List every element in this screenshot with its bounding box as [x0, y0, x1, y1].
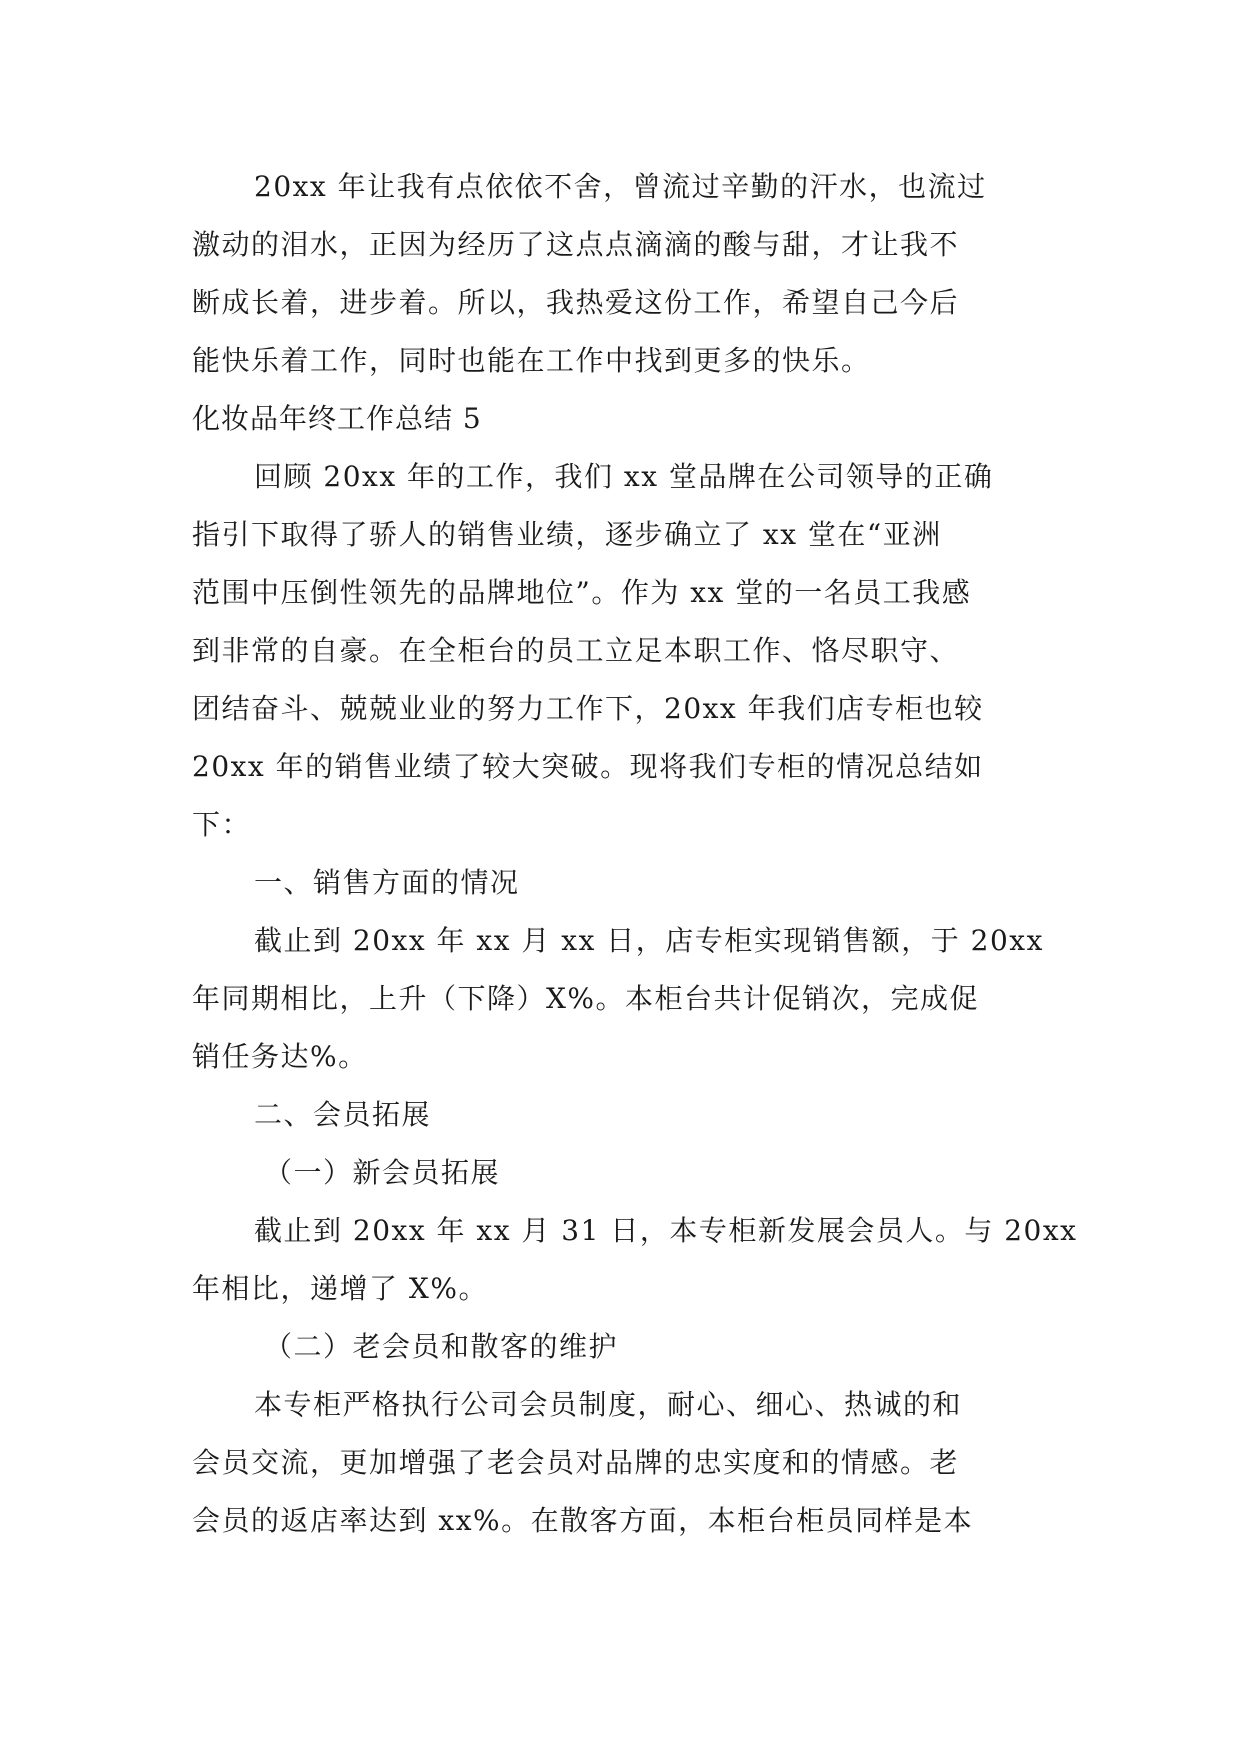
paragraph-line: 截止到 20xx 年 xx 月 xx 日，店专柜实现销售额，于 20xx	[254, 924, 1044, 957]
paragraph-line: 范围中压倒性领先的品牌地位”。作为 xx 堂的一名员工我感	[192, 576, 972, 609]
paragraph-line: 断成长着，进步着。所以，我热爱这份工作，希望自己今后	[192, 286, 960, 319]
paragraph-line: 本专柜严格执行公司会员制度，耐心、细心、热诚的和	[254, 1388, 963, 1421]
sub-subsection-heading: （一）新会员拓展	[264, 1156, 501, 1189]
section-title: 化妆品年终工作总结 5	[192, 402, 482, 435]
paragraph-line: 团结奋斗、兢兢业业的努力工作下，20xx 年我们店专柜也较	[192, 692, 984, 725]
paragraph-line: 截止到 20xx 年 xx 月 31 日，本专柜新发展会员人。与 20xx	[254, 1214, 1078, 1247]
paragraph-line: 会员交流，更加增强了老会员对品牌的忠实度和的情感。老	[192, 1446, 960, 1479]
paragraph-line: 年同期相比，上升（下降）X%。本柜台共计促销次，完成促	[192, 982, 980, 1015]
paragraph-line: 20xx 年让我有点依依不舍，曾流过辛勤的汗水，也流过	[254, 170, 987, 203]
subsection-heading: 二、会员拓展	[254, 1098, 432, 1131]
paragraph-line: 下：	[192, 808, 252, 841]
subsection-heading: 一、销售方面的情况	[254, 866, 520, 899]
paragraph-line: 年相比，递增了 X%。	[192, 1272, 488, 1305]
paragraph-line: 到非常的自豪。在全柜台的员工立足本职工作、恪尽职守、	[192, 634, 960, 667]
paragraph-line: 能快乐着工作，同时也能在工作中找到更多的快乐。	[192, 344, 871, 377]
document-body	[192, 158, 1078, 1550]
paragraph-line: 指引下取得了骄人的销售业绩，逐步确立了 xx 堂在“亚洲	[192, 518, 942, 551]
paragraph-line: 回顾 20xx 年的工作，我们 xx 堂品牌在公司领导的正确	[254, 460, 994, 493]
paragraph-line: 会员的返店率达到 xx%。在散客方面，本柜台柜员同样是本	[192, 1504, 974, 1537]
paragraph-line: 销任务达%。	[192, 1040, 368, 1073]
paragraph-line: 激动的泪水，正因为经历了这点点滴滴的酸与甜，才让我不	[192, 228, 960, 261]
paragraph-line: 20xx 年的销售业绩了较大突破。现将我们专柜的情况总结如	[192, 750, 984, 783]
sub-subsection-heading: （二）老会员和散客的维护	[264, 1330, 619, 1363]
